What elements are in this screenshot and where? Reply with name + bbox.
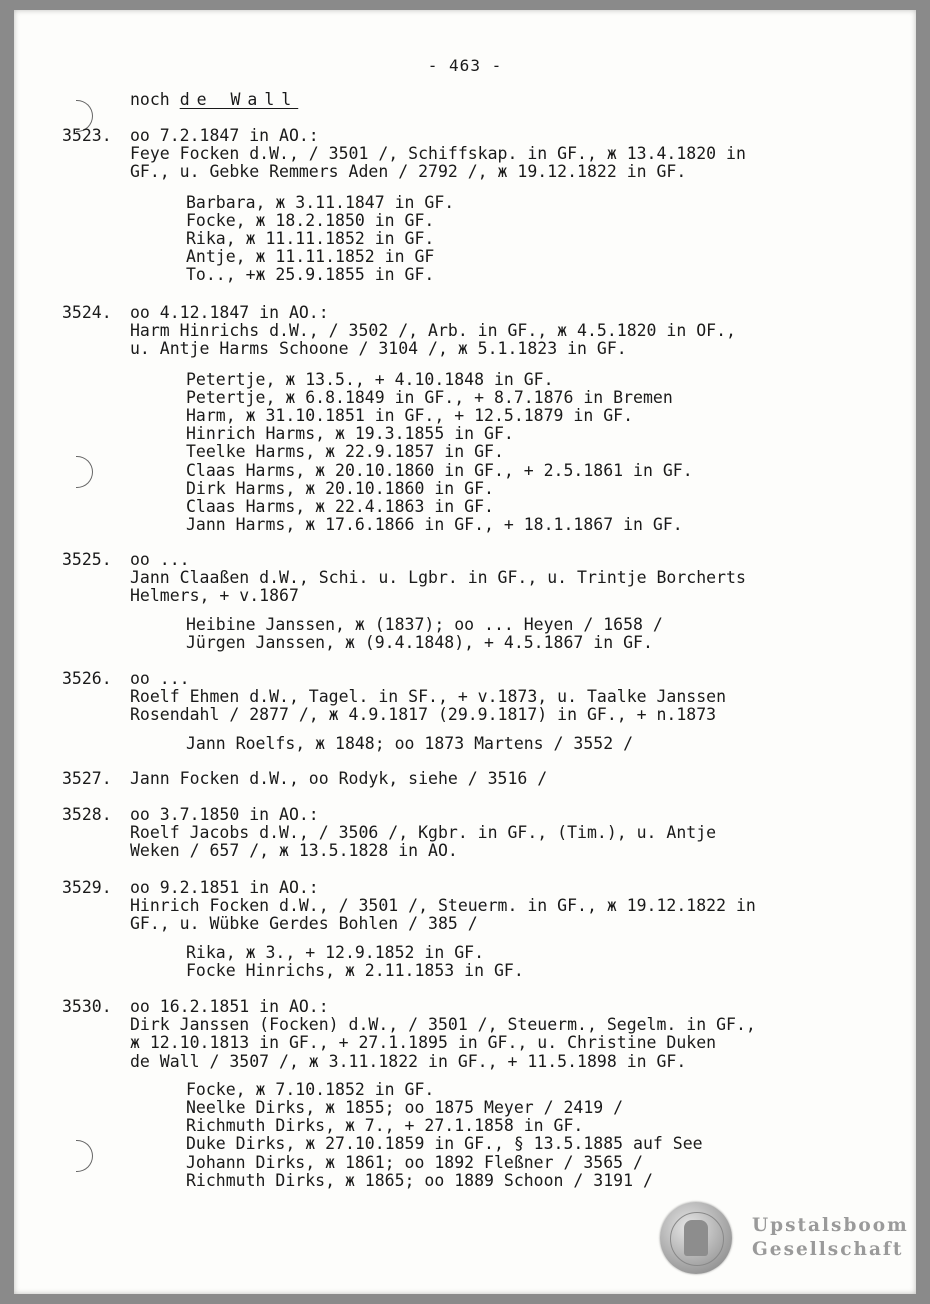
child-line: Barbara, ж 3.11.1847 in GF.: [186, 192, 455, 212]
entry-number: 3524.: [62, 303, 112, 322]
entry-line: oo ...: [130, 550, 190, 569]
entry-line: Hinrich Focken d.W., / 3501 /, Steuerm. in GF., ж 19.12.1822 in: [130, 896, 756, 916]
child-line: Focke, ж 18.2.1850 in GF.: [186, 210, 435, 230]
child-line: Hinrich Harms, ж 19.3.1855 in GF.: [186, 424, 514, 444]
entry-3523: [0, 127, 930, 285]
child-line: Heibine Janssen, ж (1837); oo ... Heyen / 1658 /: [186, 614, 663, 634]
child-line: Rika, ж 3., + 12.9.1852 in GF.: [186, 942, 485, 962]
entry-line: oo 3.7.1850 in AO.:: [130, 805, 319, 824]
entry-3524: [0, 304, 930, 534]
child-line: To.., +ж 25.9.1855 in GF.: [186, 265, 435, 285]
entry-line: GF., u. Wübke Gerdes Bohlen / 385 /: [130, 914, 478, 934]
entry-3525: [0, 551, 930, 652]
child-line: Focke, ж 7.10.1852 in GF.: [186, 1079, 435, 1099]
watermark-text: [752, 1214, 909, 1262]
entry-line: u. Antje Harms Schoone / 3104 /, ж 5.1.1823 in GF.: [130, 339, 627, 359]
child-line: Teelke Harms, ж 22.9.1857 in GF.: [186, 442, 504, 462]
entry-3530: [0, 998, 930, 1190]
entry-line: Roelf Jacobs d.W., / 3506 /, Kgbr. in GF., (Tim.), u. Antje: [130, 823, 717, 843]
child-line: Duke Dirks, ж 27.10.1859 in GF., § 13.5.1885 auf See: [186, 1134, 703, 1154]
section-place: de Wall: [179, 90, 299, 109]
entry-line: oo 9.2.1851 in AO.:: [130, 878, 319, 897]
entry-number: 3530.: [62, 997, 112, 1016]
entry-number: 3525.: [62, 550, 112, 569]
entry-line: oo 4.12.1847 in AO.:: [130, 303, 329, 322]
child-line: Claas Harms, ж 20.10.1860 in GF., + 2.5.1861 in GF.: [186, 460, 693, 480]
entry-number: 3528.: [62, 805, 112, 824]
entry-line: Weken / 657 /, ж 13.5.1828 in AO.: [130, 841, 458, 861]
child-line: Focke Hinrichs, ж 2.11.1853 in GF.: [186, 960, 524, 980]
entry-number: 3526.: [62, 669, 112, 688]
entry-line: Rosendahl / 2877 /, ж 4.9.1817 (29.9.1817) in GF., + n.1873: [130, 705, 717, 725]
child-line: Rika, ж 11.11.1852 in GF.: [186, 229, 435, 249]
child-line: Richmuth Dirks, ж 1865; oo 1889 Schoon / 3191 /: [186, 1170, 653, 1190]
society-seal-icon: [660, 1202, 732, 1274]
child-line: Dirk Harms, ж 20.10.1860 in GF.: [186, 478, 494, 498]
child-line: Jürgen Janssen, ж (9.4.1848), + 4.5.1867 in GF.: [186, 632, 653, 652]
section-prefix: noch: [130, 90, 170, 109]
child-line: Johann Dirks, ж 1861; oo 1892 Fleßner / 3565 /: [186, 1152, 643, 1172]
entry-3529: [0, 879, 930, 980]
child-line: Jann Roelfs, ж 1848; oo 1873 Martens / 3552 /: [186, 733, 634, 753]
child-line: Neelke Dirks, ж 1855; oo 1875 Meyer / 2419 /: [186, 1098, 624, 1118]
page-number: - 463 -: [427, 56, 503, 75]
child-line: Antje, ж 11.11.1852 in GF: [186, 247, 435, 267]
child-line: Petertje, ж 13.5., + 4.10.1848 in GF.: [186, 369, 554, 389]
entry-number: 3527.: [62, 769, 112, 788]
entry-line: Jann Claaßen d.W., Schi. u. Lgbr. in GF., u. Trintje Borcherts: [130, 568, 746, 588]
entry-line: ж 12.10.1813 in GF., + 27.1.1895 in GF., u. Christine Duken: [130, 1033, 717, 1053]
section-heading: [130, 90, 298, 109]
entry-line: oo ...: [130, 669, 190, 688]
child-line: Harm, ж 31.10.1851 in GF., + 12.5.1879 in GF.: [186, 406, 634, 426]
entry-number: 3523.: [62, 126, 112, 145]
entry-line: Feye Focken d.W., / 3501 /, Schiffskap. in GF., ж 13.4.1820 in: [130, 144, 746, 164]
entry-line: Harm Hinrichs d.W., / 3502 /, Arb. in GF., ж 4.5.1820 in OF.,: [130, 321, 736, 341]
watermark-line-1: Upstalsboom: [752, 1215, 909, 1236]
child-line: Jann Harms, ж 17.6.1866 in GF., + 18.1.1867 in GF.: [186, 515, 683, 535]
entry-line: Roelf Ehmen d.W., Tagel. in SF., + v.1873, u. Taalke Janssen: [130, 687, 727, 707]
entry-line: oo 16.2.1851 in AO.:: [130, 997, 329, 1016]
entry-number: 3529.: [62, 878, 112, 897]
child-line: Richmuth Dirks, ж 7., + 27.1.1858 in GF.: [186, 1116, 584, 1136]
entry-line: de Wall / 3507 /, ж 3.11.1822 in GF., + 11.5.1898 in GF.: [130, 1051, 687, 1071]
entry-line: Jann Focken d.W., oo Rodyk, siehe / 3516 /: [130, 769, 548, 788]
entry-3526: [0, 670, 930, 753]
entry-3527: [0, 770, 930, 788]
child-line: Petertje, ж 6.8.1849 in GF., + 8.7.1876 in Bremen: [186, 387, 673, 407]
entry-line: Helmers, + v.1867: [130, 586, 299, 606]
watermark-line-2: Gesellschaft: [752, 1239, 904, 1260]
entry-line: Dirk Janssen (Focken) d.W., / 3501 /, Steuerm., Segelm. in GF.,: [130, 1015, 756, 1035]
child-line: Claas Harms, ж 22.4.1863 in GF.: [186, 497, 494, 517]
entry-3528: [0, 806, 930, 861]
entry-line: oo 7.2.1847 in AO.:: [130, 126, 319, 145]
entry-line: GF., u. Gebke Remmers Aden / 2792 /, ж 19.12.1822 in GF.: [130, 162, 687, 182]
